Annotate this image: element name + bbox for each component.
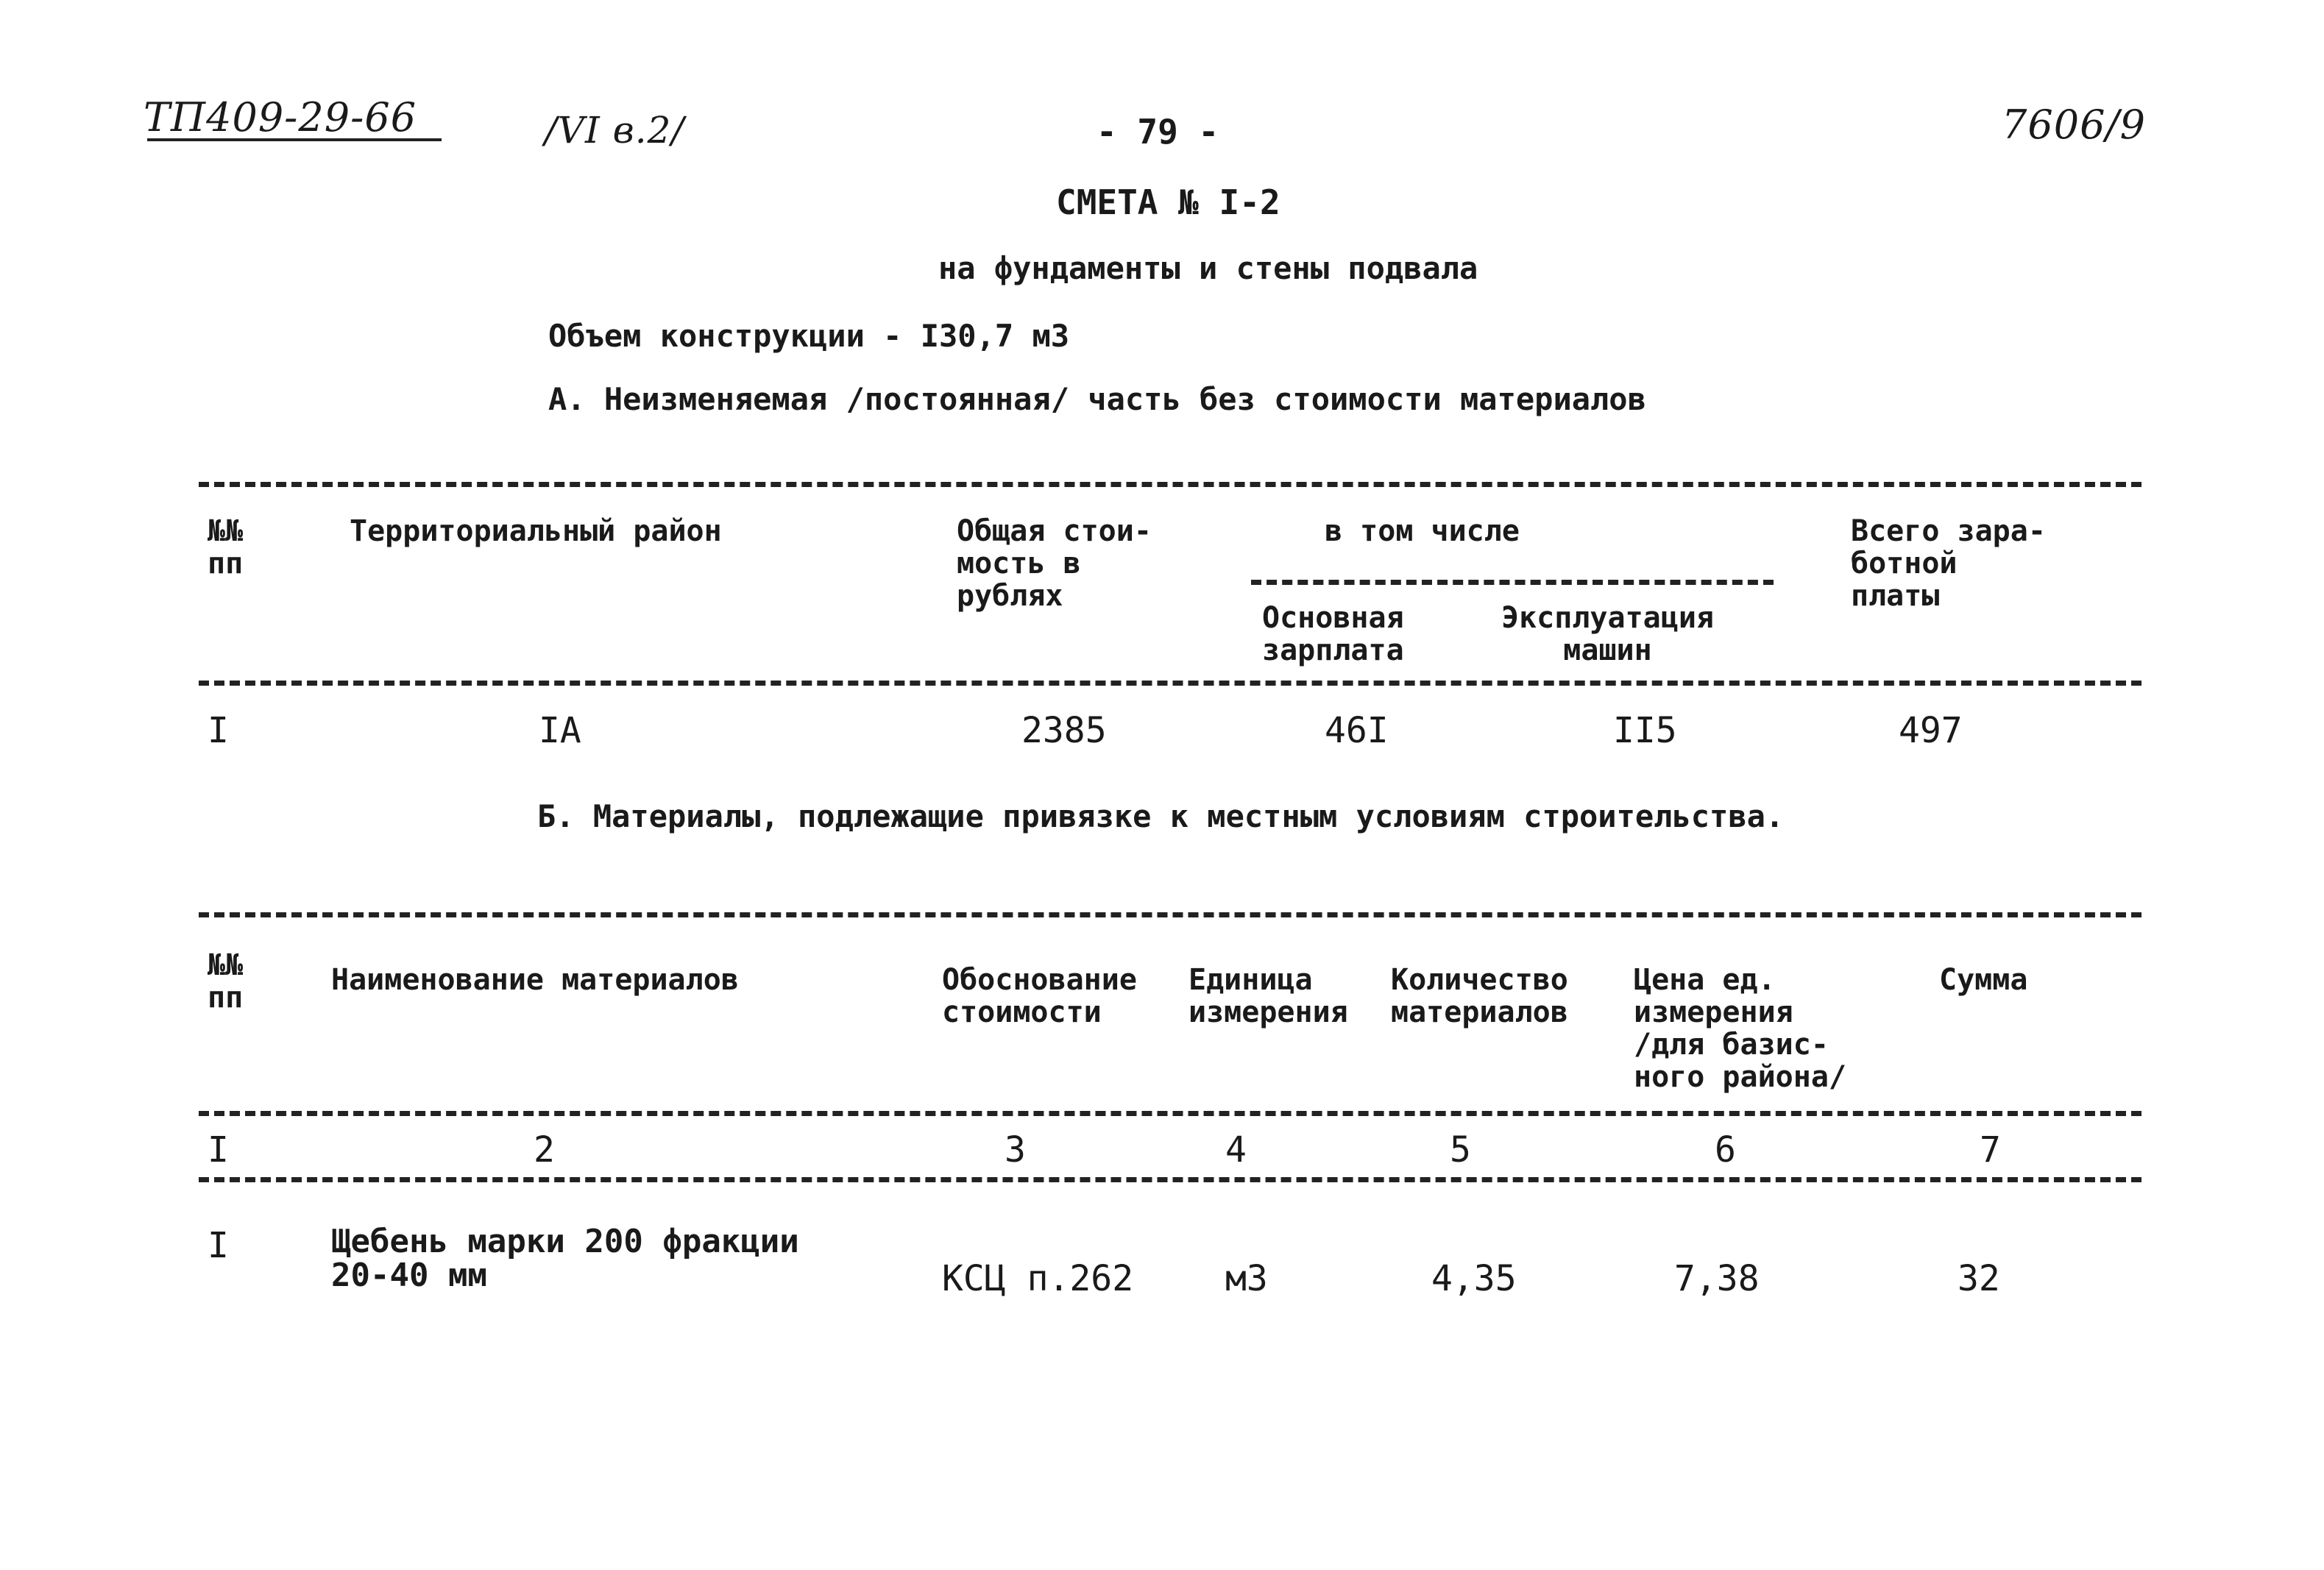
table-b-cell-unit: м3 [1225, 1258, 1268, 1299]
table-b-colnum-bottom-rule [199, 1177, 2141, 1182]
table-b-header-bottom-rule [199, 1111, 2141, 1116]
table-a-cell-total-cost: 2385 [1021, 710, 1107, 751]
table-a-header-machines: Эксплуатация машин [1501, 601, 1714, 667]
table-a-cell-num: I [208, 710, 229, 751]
table-b-header-price: Цена ед. измерения /для базис- ного района/ [1634, 963, 1846, 1094]
table-b-colnum-4: 4 [1225, 1129, 1247, 1171]
table-b-cell-sum: 32 [1958, 1258, 2000, 1299]
archive-number: 7606/9 [2002, 102, 2146, 148]
table-a-header-bottom-rule [199, 681, 2141, 686]
document-code: ТП409-29-66 [144, 94, 417, 141]
table-b-cell-basis: КСЦ п.262 [942, 1258, 1134, 1299]
table-b-header-sum: Сумма [1939, 963, 2028, 997]
page-number: - 79 - [1097, 112, 1219, 152]
table-a-header-region: Территориальный район [350, 514, 722, 548]
table-a-header-num: №№ пп [208, 514, 244, 580]
document-code-underline [147, 138, 442, 141]
table-a-cell-total-salary: 497 [1899, 710, 1963, 751]
table-b-colnum-6: 6 [1715, 1129, 1736, 1171]
table-b-header-num: №№ пп [208, 948, 244, 1015]
table-a-header-total-salary: Всего зара- ботной платы [1851, 514, 2046, 613]
table-b-header-basis: Обоснование стоимости [942, 963, 1137, 1029]
construction-volume: Объем конструкции - I30,7 м3 [548, 318, 1070, 354]
estimate-title: СМЕТА № I-2 [1056, 182, 1280, 222]
table-b-cell-name: Щебень марки 200 фракции 20-40 мм [331, 1223, 799, 1294]
section-b-title: Б. Материалы, подлежащие привязке к местным условиям строительства. [537, 798, 1785, 834]
table-b-header-unit: Единица измерения [1188, 963, 1348, 1029]
section-a-title: А. Неизменяемая /постоянная/ часть без стоимости материалов [548, 381, 1646, 417]
table-a-header-total-cost: Общая стои- мость в рублях [957, 514, 1152, 613]
table-a-header-base-salary: Основная зарплата [1262, 601, 1404, 667]
table-b-cell-num: I [208, 1225, 229, 1266]
table-b-cell-quantity: 4,35 [1431, 1258, 1517, 1299]
table-b-colnum-1: I [208, 1129, 229, 1171]
table-b-colnum-2: 2 [534, 1129, 555, 1171]
table-a-cell-region: IA [539, 710, 581, 751]
table-b-colnum-3: 3 [1005, 1129, 1026, 1171]
volume-reference: /VI в.2/ [545, 109, 685, 152]
table-a-header-including: в том числе [1325, 514, 1520, 548]
table-a-cell-base-salary: 46I [1325, 710, 1389, 751]
table-b-header-quantity: Количество материалов [1391, 963, 1568, 1029]
table-b-top-rule [199, 912, 2141, 917]
table-b-header-name: Наименование материалов [331, 963, 739, 997]
table-b-colnum-7: 7 [1980, 1129, 2001, 1171]
table-b-cell-price: 7,38 [1674, 1258, 1760, 1299]
table-a-subheader-rule [1251, 580, 1774, 585]
table-a-top-rule [199, 482, 2141, 487]
table-a-cell-machines: II5 [1613, 710, 1677, 751]
estimate-subject: на фундаменты и стены подвала [938, 250, 1478, 286]
table-b-colnum-5: 5 [1450, 1129, 1471, 1171]
